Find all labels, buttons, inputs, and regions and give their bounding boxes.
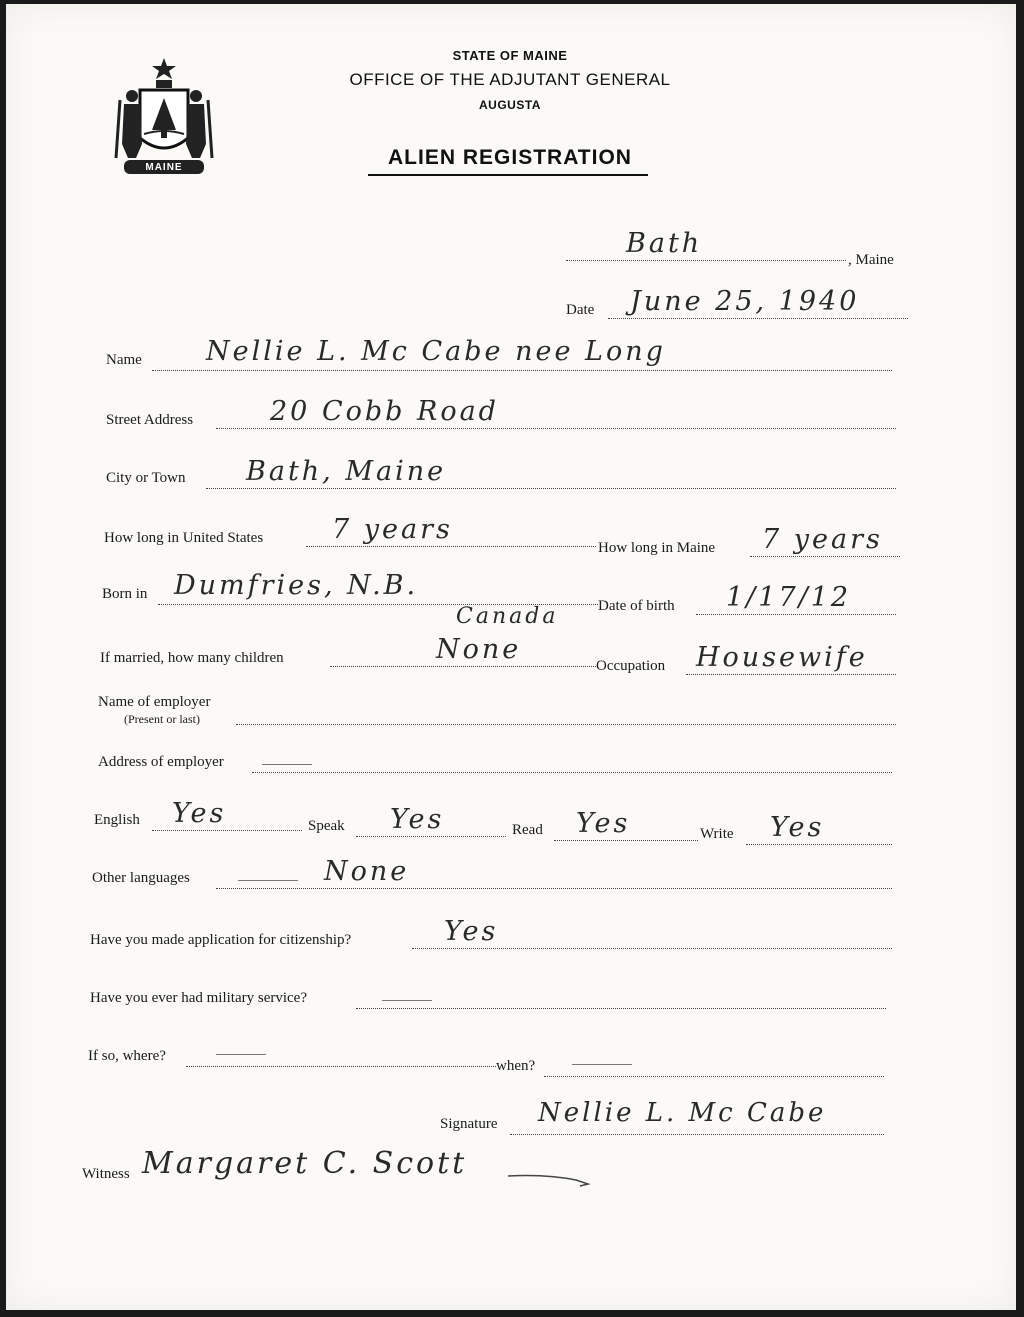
other-languages-label: Other languages bbox=[92, 870, 190, 886]
office-heading: OFFICE OF THE ADJUTANT GENERAL bbox=[349, 70, 671, 89]
date-label: Date bbox=[566, 302, 595, 318]
date-of-birth-value: 1/17/12 bbox=[726, 582, 852, 613]
witness-label: Witness bbox=[82, 1166, 130, 1182]
children-value: None bbox=[436, 634, 522, 665]
signature-label: Signature bbox=[440, 1116, 498, 1132]
military-label: Have you ever had military service? bbox=[90, 990, 307, 1006]
how-long-us-label: How long in United States bbox=[104, 530, 264, 546]
speak-value: Yes bbox=[390, 804, 445, 835]
born-in-label: Born in bbox=[102, 586, 148, 602]
english-value: Yes bbox=[172, 798, 227, 829]
read-value: Yes bbox=[576, 808, 631, 839]
employer-address-label: Address of employer bbox=[98, 754, 224, 770]
employer-sublabel: (Present or last) bbox=[124, 712, 200, 726]
state-heading: STATE OF MAINE bbox=[452, 48, 568, 63]
witness-value: Margaret C. Scott bbox=[142, 1146, 468, 1181]
maine-state-seal-icon bbox=[110, 54, 218, 178]
how-long-maine-value: 7 years bbox=[762, 524, 883, 555]
speak-label: Speak bbox=[308, 818, 345, 834]
where-label: If so, where? bbox=[88, 1048, 166, 1064]
date-value: June 25, 1940 bbox=[630, 286, 860, 317]
signature-value: Nellie L. Mc Cabe bbox=[538, 1098, 827, 1128]
read-label: Read bbox=[512, 822, 543, 838]
form-title: ALIEN REGISTRATION bbox=[388, 146, 632, 169]
write-value: Yes bbox=[770, 812, 825, 843]
how-long-us-value: 7 years bbox=[332, 514, 453, 545]
children-label: If married, how many children bbox=[100, 650, 284, 666]
how-long-maine-label: How long in Maine bbox=[598, 540, 716, 556]
title-underline bbox=[368, 174, 648, 176]
when-label: when? bbox=[496, 1058, 536, 1074]
street-value: 20 Cobb Road bbox=[270, 396, 499, 427]
employer-label: Name of employer bbox=[98, 694, 211, 710]
witness-flourish bbox=[506, 1170, 596, 1190]
town-value: Bath bbox=[626, 228, 703, 259]
name-value: Nellie L. Mc Cabe nee Long bbox=[206, 336, 666, 367]
registration-form-page bbox=[6, 4, 1016, 1310]
date-of-birth-label: Date of birth bbox=[598, 598, 675, 614]
city-heading: AUGUSTA bbox=[479, 98, 541, 112]
english-label: English bbox=[94, 812, 140, 828]
occupation-label: Occupation bbox=[596, 658, 666, 674]
city-value: Bath, Maine bbox=[246, 456, 447, 487]
citizenship-label: Have you made application for citizenship? bbox=[90, 932, 352, 948]
citizenship-value: Yes bbox=[444, 916, 499, 947]
seal-banner-text: MAINE bbox=[145, 162, 183, 173]
street-label: Street Address bbox=[106, 412, 194, 428]
city-label: City or Town bbox=[106, 470, 186, 486]
occupation-value: Housewife bbox=[696, 642, 868, 673]
born-in-value: Dumfries, N.B. bbox=[174, 570, 419, 601]
other-languages-value: None bbox=[324, 856, 410, 887]
town-suffix: , Maine bbox=[848, 252, 894, 268]
name-label: Name bbox=[106, 352, 142, 368]
born-in-country-note: Canada bbox=[456, 604, 559, 629]
write-label: Write bbox=[700, 826, 734, 842]
